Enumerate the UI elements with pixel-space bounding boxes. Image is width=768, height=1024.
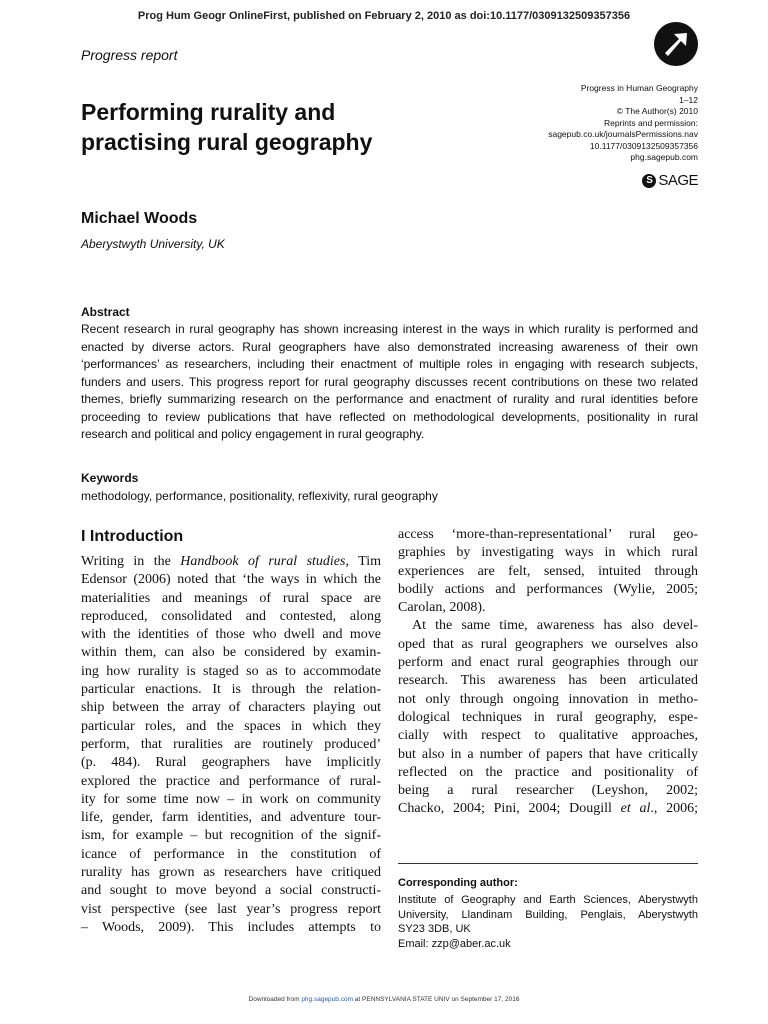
body-line: ity for some time now – in work on community: [81, 791, 381, 807]
body-line: reproduced, consolidated and contested, along: [81, 608, 381, 624]
abstract-heading: Abstract: [81, 305, 130, 319]
address-line: SY23 3DB, UK: [398, 923, 471, 935]
body-line: graphies by investigating ways in which rural: [398, 545, 698, 561]
body-line: perform and enact rural geographies through our: [398, 655, 698, 671]
body-line: – Woods, 2009). This includes attempts to: [81, 919, 381, 935]
sage-s-icon: S: [642, 174, 656, 188]
body-line: but also in a number of papers that have critically: [398, 746, 698, 762]
body-line: bodily actions and performances (Wylie, 2005;: [398, 581, 698, 597]
body-line: Carolan, 2008).: [398, 600, 486, 616]
journal-info-line: © The Author(s) 2010: [616, 106, 698, 116]
body-line: ship between the array of characters playing out: [81, 700, 381, 716]
citation-et-al: et al: [620, 801, 651, 817]
journal-info-line: sagepub.co.uk/journalsPermissions.nav: [548, 129, 698, 139]
address-line: Institute of Geography and Earth Sciences, Aberystwyth: [398, 894, 698, 906]
address-line: University, Llandinam Building, Penglais, Aberystwyth: [398, 908, 698, 921]
body-line: reflected on the practice and positionality of: [398, 764, 698, 780]
body-line: research. This awareness has been articulated: [398, 673, 698, 689]
body-line: perform, that ruralities are routinely produced’: [81, 736, 381, 752]
body-line: materialities and meanings of rural space are: [81, 590, 381, 606]
body-line: being a rural researcher (Leyshon, 2002;: [398, 783, 698, 799]
article-title: [81, 97, 441, 157]
keywords-heading: Keywords: [81, 471, 139, 485]
download-footer: Downloaded from phg.sagepub.com at PENNSYLVANIA STATE UNIV on September 17, 2016: [248, 996, 520, 1003]
body-line: within them, can also be considered by examin-: [81, 645, 381, 661]
email-address[interactable]: Email: zzp@aber.ac.uk: [398, 937, 511, 950]
corresponding-author-heading: Corresponding author:: [398, 877, 518, 889]
corresponding-author-address: [398, 893, 698, 951]
journal-site-link[interactable]: phg.sagepub.com: [301, 996, 353, 1003]
sage-logo: [642, 172, 698, 189]
body-line: and sought to move beyond a social constructi-: [81, 883, 381, 899]
onlinefirst-arrow-icon: [654, 22, 698, 66]
body-line: oped that as rural geographers we ourselves also: [398, 636, 698, 652]
body-line: Chacko, 2004; Pini, 2004; Dougill et al., 2006;: [398, 801, 699, 817]
body-line: Writing in the Handbook of rural studies, Tim: [81, 554, 382, 569]
body-line: ism, for example – but recognition of the signif-: [81, 828, 381, 844]
sage-wordmark: SAGE: [658, 172, 698, 189]
body-line: experiences are felt, sensed, intuited through: [398, 563, 698, 579]
body-column-left: [81, 553, 381, 937]
body-line: icance of performance in the constitution of: [81, 846, 381, 862]
body-line: dological techniques in rural geography, espe-: [398, 709, 698, 725]
body-column-right: [398, 526, 698, 819]
journal-info-line: Progress in Human Geography: [580, 83, 698, 93]
body-line: rurality has grown as researchers have critiqued: [81, 865, 381, 881]
body-line: life, gender, farm identities, and adventure tour-: [81, 810, 381, 826]
keywords-text: methodology, performance, positionality, reflexivity, rural geography: [81, 489, 438, 503]
author-affiliation: Aberystwyth University, UK: [81, 237, 225, 251]
author-name: Michael Woods: [81, 210, 198, 227]
body-line: with the identities of those who dwell and move: [81, 627, 381, 643]
body-line: cially with respect to qualitative approaches,: [398, 728, 698, 744]
abstract-text: Recent research in rural geography has shown increasing interest in the ways in which rurality is performed and enacted by diverse actors. Rural geographers have also demonstrated increasing awareness of their own ‘performances’ as researchers, including their enactment of multiple roles in engaging with research subjects, funders and users. This progress report for rural geography discusses recent contributions on these two related themes, briefly summarizing research on the performance and enactment of rurality and rural identities before proceeding to review publications that have reflected on methodological developments, positionality in rural research and political and policy engagement in rural geography.: [81, 322, 698, 441]
journal-info-line: 1–12: [679, 94, 698, 105]
body-line: explored the practice and performance of rural-: [81, 773, 381, 789]
title-line: Performing rurality and: [81, 99, 336, 125]
journal-info-line: 10.1177/0309132509357356: [589, 140, 698, 151]
journal-info: [498, 83, 698, 164]
body-line: not only through ongoing innovation in metho-: [398, 691, 698, 707]
body-line: (p. 484). Rural geographers have implicitly: [81, 755, 381, 771]
body-line: At the same time, awareness has also devel-: [412, 618, 698, 634]
section-label: Progress report: [81, 47, 178, 63]
body-line: ing how rurality is staged so as to accommodate: [81, 663, 381, 679]
footnote-divider: [398, 863, 698, 864]
title-line: practising rural geography: [81, 129, 373, 155]
body-line: Edensor (2006) noted that ‘the ways in which the: [81, 572, 381, 588]
body-line: access ‘more-than-representational’ rural geo-: [398, 527, 698, 542]
doi-header-line: Prog Hum Geogr OnlineFirst, published on February 2, 2010 as doi:10.1177/0309132509357356: [137, 10, 631, 22]
body-line: particular roles, and the spaces in which they: [81, 718, 381, 734]
journal-info-line: Reprints and permission:: [603, 117, 698, 128]
body-line: particular enactions. It is through the relation-: [81, 682, 381, 698]
introduction-heading: I Introduction: [81, 528, 184, 545]
journal-info-line: phg.sagepub.com: [630, 152, 698, 162]
body-line: vist perspective (see last year’s progress report: [81, 901, 381, 917]
book-title: Handbook of rural studies: [180, 554, 346, 569]
